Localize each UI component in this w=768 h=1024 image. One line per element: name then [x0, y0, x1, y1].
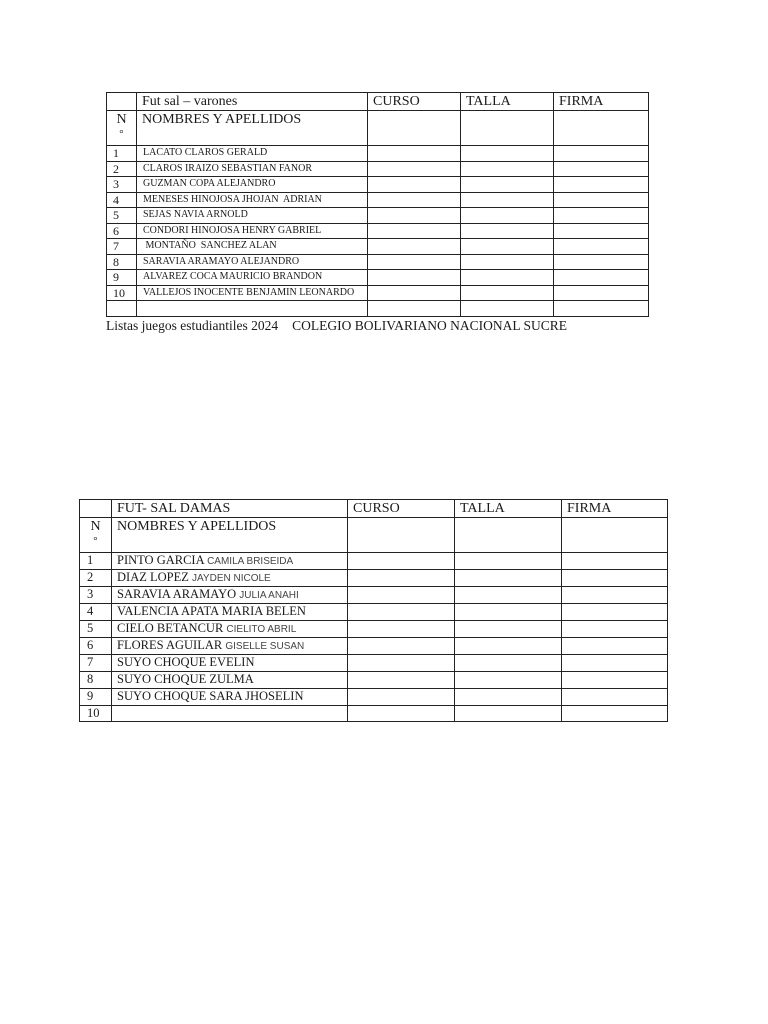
table-row [80, 689, 668, 706]
table-row [107, 254, 649, 270]
row-number: 6 [107, 223, 137, 239]
student-name [112, 553, 348, 570]
table-row [107, 146, 649, 162]
firma-cell [554, 239, 649, 255]
table-row [80, 621, 668, 638]
curso-cell [348, 689, 455, 706]
curso-cell [368, 208, 461, 224]
talla-cell [461, 208, 554, 224]
student-name: MONTAÑO SANCHEZ ALAN [137, 239, 368, 255]
row-number: 9 [107, 270, 137, 286]
student-surname: PINTO GARCIA [117, 553, 204, 567]
damas-subheader-row [80, 518, 668, 553]
firma-header: FIRMA [554, 93, 649, 111]
row-number: 10 [107, 285, 137, 301]
curso-cell [368, 223, 461, 239]
student-name: MENESES HINOJOSA JHOJAN ADRIAN [137, 192, 368, 208]
curso-cell [368, 285, 461, 301]
talla-cell [455, 655, 562, 672]
table-row [107, 223, 649, 239]
damas-table [79, 499, 668, 722]
table-row [107, 239, 649, 255]
firma-header: FIRMA [562, 500, 668, 518]
row-number: 6 [80, 638, 112, 655]
row-number: 4 [107, 192, 137, 208]
firma-cell [554, 208, 649, 224]
student-given-name: CIELITO ABRIL [226, 624, 297, 635]
table-row [80, 655, 668, 672]
nombres-header: NOMBRES Y APELLIDOS [137, 111, 368, 146]
row-number: 3 [80, 587, 112, 604]
curso-cell [368, 177, 461, 193]
curso-cell [368, 146, 461, 162]
curso-cell [348, 638, 455, 655]
student-surname: SUYO CHOQUE SARA JHOSELIN [117, 689, 304, 703]
firma-cell [562, 604, 668, 621]
varones-table [106, 92, 649, 317]
student-surname: SARAVIA ARAMAYO [117, 587, 237, 601]
row-number: 5 [107, 208, 137, 224]
curso-cell [368, 161, 461, 177]
student-surname: VALENCIA APATA MARIA BELEN [117, 604, 306, 618]
row-number: 1 [107, 146, 137, 162]
talla-cell [455, 553, 562, 570]
curso-cell [368, 270, 461, 286]
talla-cell [461, 223, 554, 239]
student-name [112, 604, 348, 621]
number-header-n: N [90, 519, 101, 534]
student-surname: FLORES AGUILAR [117, 638, 223, 652]
firma-cell [562, 655, 668, 672]
firma-cell [562, 553, 668, 570]
student-surname: DIAZ LOPEZ [117, 570, 189, 584]
talla-cell [455, 570, 562, 587]
curso-cell [348, 621, 455, 638]
student-given-name: CAMILA BRISEIDA [207, 556, 294, 567]
table-row [80, 672, 668, 689]
row-number: 2 [80, 570, 112, 587]
student-name: GUZMAN COPA ALEJANDRO [137, 177, 368, 193]
table-row [80, 638, 668, 655]
firma-cell [554, 285, 649, 301]
row-number: 7 [107, 239, 137, 255]
firma-cell [554, 301, 649, 317]
firma-cell [562, 587, 668, 604]
table-row [80, 587, 668, 604]
firma-cell [562, 518, 668, 553]
nombres-header: NOMBRES Y APELLIDOS [112, 518, 348, 553]
talla-cell [461, 285, 554, 301]
talla-cell [455, 672, 562, 689]
student-name: ALVAREZ COCA MAURICIO BRANDON [137, 270, 368, 286]
table-row [107, 192, 649, 208]
row-number: 10 [80, 706, 112, 722]
curso-cell [368, 111, 461, 146]
talla-cell [461, 192, 554, 208]
row-number: 5 [80, 621, 112, 638]
curso-cell [368, 254, 461, 270]
number-header-degree: ° [119, 128, 124, 140]
number-header-degree: ° [93, 535, 98, 547]
talla-cell [461, 301, 554, 317]
student-name [137, 301, 368, 317]
talla-cell [461, 111, 554, 146]
firma-cell [554, 254, 649, 270]
talla-cell [455, 706, 562, 722]
talla-cell [461, 146, 554, 162]
curso-cell [348, 655, 455, 672]
row-number: 9 [80, 689, 112, 706]
talla-cell [455, 604, 562, 621]
empty-cell [107, 93, 137, 111]
student-given-name: JAYDEN NICOLE [192, 573, 271, 584]
row-number: 8 [80, 672, 112, 689]
student-name: CLAROS IRAIZO SEBASTIAN FANOR [137, 161, 368, 177]
firma-cell [554, 111, 649, 146]
number-header-n: N [116, 112, 127, 127]
curso-cell [348, 518, 455, 553]
student-name [112, 689, 348, 706]
row-number: 1 [80, 553, 112, 570]
footer-right: COLEGIO BOLIVARIANO NACIONAL SUCRE [292, 318, 567, 333]
firma-cell [554, 192, 649, 208]
row-number: 8 [107, 254, 137, 270]
curso-header: CURSO [348, 500, 455, 518]
damas-title: FUT- SAL DAMAS [112, 500, 348, 518]
curso-cell [348, 604, 455, 621]
student-given-name: GISELLE SUSAN [225, 641, 305, 652]
empty-cell [80, 500, 112, 518]
table-row [107, 161, 649, 177]
number-header [107, 111, 137, 146]
student-name: VALLEJOS INOCENTE BENJAMIN LEONARDO [137, 285, 368, 301]
table-row [107, 301, 649, 317]
student-name: SEJAS NAVIA ARNOLD [137, 208, 368, 224]
talla-cell [455, 689, 562, 706]
talla-header: TALLA [461, 93, 554, 111]
table-row [80, 570, 668, 587]
talla-cell [455, 638, 562, 655]
student-name [112, 638, 348, 655]
varones-subheader-row [107, 111, 649, 146]
student-name [112, 621, 348, 638]
talla-cell [461, 270, 554, 286]
curso-header: CURSO [368, 93, 461, 111]
varones-title: Fut sal – varones [137, 93, 368, 111]
row-number: 3 [107, 177, 137, 193]
student-name [112, 672, 348, 689]
footer-caption [106, 318, 567, 334]
student-name: LACATO CLAROS GERALD [137, 146, 368, 162]
talla-cell [455, 621, 562, 638]
curso-cell [348, 553, 455, 570]
number-header [80, 518, 112, 553]
firma-cell [562, 570, 668, 587]
student-name [112, 570, 348, 587]
curso-cell [368, 192, 461, 208]
student-name: SARAVIA ARAMAYO ALEJANDRO [137, 254, 368, 270]
student-name: CONDORI HINOJOSA HENRY GABRIEL [137, 223, 368, 239]
curso-cell [368, 301, 461, 317]
table-row [107, 208, 649, 224]
curso-cell [348, 570, 455, 587]
firma-cell [562, 706, 668, 722]
curso-cell [348, 706, 455, 722]
row-number: 2 [107, 161, 137, 177]
row-number [107, 301, 137, 317]
student-given-name: JULIA ANAHI [239, 590, 299, 601]
student-surname: SUYO CHOQUE ZULMA [117, 672, 254, 686]
curso-cell [348, 672, 455, 689]
talla-cell [461, 177, 554, 193]
talla-cell [461, 161, 554, 177]
talla-cell [461, 254, 554, 270]
damas-header-row [80, 500, 668, 518]
talla-cell [455, 587, 562, 604]
varones-header-row [107, 93, 649, 111]
talla-cell [461, 239, 554, 255]
firma-cell [554, 177, 649, 193]
table-row [80, 553, 668, 570]
table-row [80, 604, 668, 621]
firma-cell [554, 223, 649, 239]
curso-cell [368, 239, 461, 255]
row-number: 7 [80, 655, 112, 672]
row-number: 4 [80, 604, 112, 621]
firma-cell [562, 638, 668, 655]
student-name [112, 706, 348, 722]
curso-cell [348, 587, 455, 604]
student-name [112, 655, 348, 672]
firma-cell [554, 161, 649, 177]
firma-cell [562, 689, 668, 706]
student-surname: SUYO CHOQUE EVELIN [117, 655, 255, 669]
firma-cell [554, 146, 649, 162]
table-row [80, 706, 668, 722]
footer-left: Listas juegos estudiantiles 2024 [106, 318, 279, 333]
student-name [112, 587, 348, 604]
firma-cell [562, 621, 668, 638]
firma-cell [562, 672, 668, 689]
table-row [107, 177, 649, 193]
table-row [107, 270, 649, 286]
talla-header: TALLA [455, 500, 562, 518]
student-surname: CIELO BETANCUR [117, 621, 224, 635]
talla-cell [455, 518, 562, 553]
table-row [107, 285, 649, 301]
firma-cell [554, 270, 649, 286]
